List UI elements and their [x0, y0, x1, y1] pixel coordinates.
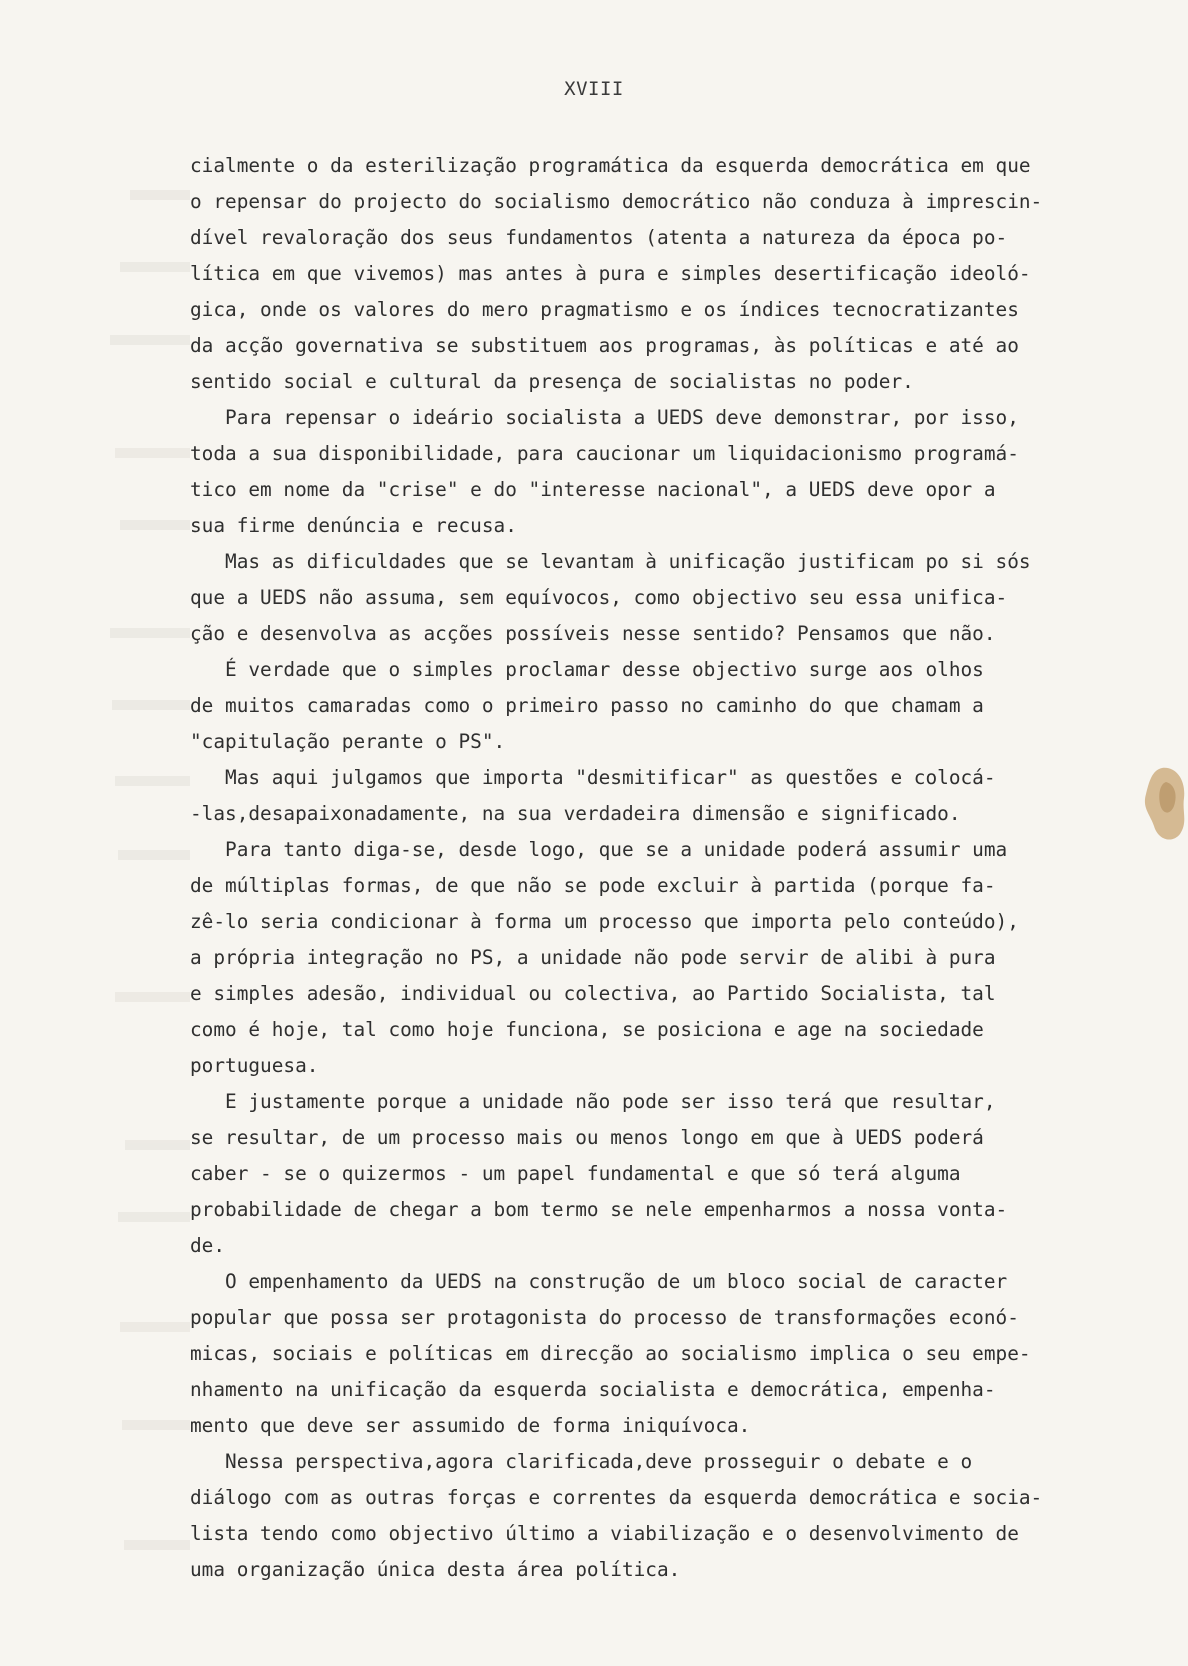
text-line: popular que possa ser protagonista do processo de transformações econó-	[190, 1306, 1019, 1329]
text-line: Para repensar o ideário socialista a UEDS deve demonstrar, por isso,	[190, 406, 1019, 429]
text-line: de muitos camaradas como o primeiro passo no caminho do que chamam a	[190, 694, 984, 717]
text-line: Nessa perspectiva,agora clarificada,deve prosseguir o debate e o	[190, 1450, 973, 1473]
text-line: E justamente porque a unidade não pode ser isso terá que resultar,	[190, 1090, 996, 1113]
paper-stain	[1132, 760, 1188, 850]
text-line: Para tanto diga-se, desde logo, que se a unidade poderá assumir uma	[190, 838, 1008, 861]
text-line: nhamento na unificação da esquerda socialista e democrática, empenha-	[190, 1378, 996, 1401]
text-line: de múltiplas formas, de que não se pode excluir à partida (porque fa-	[190, 874, 996, 897]
text-line: portuguesa.	[190, 1054, 319, 1077]
document-body	[190, 148, 1054, 1588]
text-line: Mas aqui julgamos que importa "desmitificar" as questões e colocá-	[190, 766, 996, 789]
text-line: zê-lo seria condicionar à forma um processo que importa pelo conteúdo),	[190, 910, 1019, 933]
text-line: uma organização única desta área política.	[190, 1558, 681, 1581]
text-line: É verdade que o simples proclamar desse objectivo surge aos olhos	[190, 658, 984, 681]
text-line: da acção governativa se substituem aos programas, às políticas e até ao	[190, 334, 1019, 357]
text-line: mento que deve ser assumido de forma iniquívoca.	[190, 1414, 751, 1437]
text-line: sentido social e cultural da presença de socialistas no poder.	[190, 370, 914, 393]
text-line: tico em nome da "crise" e do "interesse nacional", a UEDS deve opor a	[190, 478, 996, 501]
text-line: lítica em que vivemos) mas antes à pura e simples desertificação ideoló-	[190, 262, 1031, 285]
text-line: caber - se o quizermos - um papel fundamental e que só terá alguma	[190, 1162, 961, 1185]
text-line: toda a sua disponibilidade, para caucionar um liquidacionismo programá-	[190, 442, 1019, 465]
text-line: a própria integração no PS, a unidade não pode servir de alibi à pura	[190, 946, 996, 969]
text-line: ção e desenvolva as acções possíveis nesse sentido? Pensamos que não.	[190, 622, 996, 645]
text-line: de.	[190, 1234, 226, 1257]
text-line: sua firme denúncia e recusa.	[190, 514, 517, 537]
text-line: lista tendo como objectivo último a viabilização e o desenvolvimento de	[190, 1522, 1019, 1545]
text-line: -las,desapaixonadamente, na sua verdadeira dimensão e significado.	[190, 802, 961, 825]
page-number: XVIII	[564, 78, 624, 100]
text-line: micas, sociais e políticas em direcção ao socialismo implica o seu empe-	[190, 1342, 1031, 1365]
text-line: diálogo com as outras forças e correntes da esquerda democrática e socia-	[190, 1486, 1043, 1509]
text-line: como é hoje, tal como hoje funciona, se posiciona e age na sociedade	[190, 1018, 984, 1041]
text-line: Mas as dificuldades que se levantam à unificação justificam po si sós	[190, 550, 1031, 573]
text-line: gica, onde os valores do mero pragmatismo e os índices tecnocratizantes	[190, 298, 1019, 321]
text-line: que a UEDS não assuma, sem equívocos, como objectivo seu essa unifica-	[190, 586, 1008, 609]
text-line: "capitulação perante o PS".	[190, 730, 506, 753]
text-line: e simples adesão, individual ou colectiva, ao Partido Socialista, tal	[190, 982, 996, 1005]
text-line: se resultar, de um processo mais ou menos longo em que à UEDS poderá	[190, 1126, 984, 1149]
text-line: cialmente o da esterilização programática da esquerda democrática em que	[190, 154, 1031, 177]
text-line: probabilidade de chegar a bom termo se nele empenharmos a nossa vonta-	[190, 1198, 1008, 1221]
text-line: O empenhamento da UEDS na construção de um bloco social de caracter	[190, 1270, 1008, 1293]
text-line: o repensar do projecto do socialismo democrático não conduza à imprescin-	[190, 190, 1043, 213]
text-line: dível revaloração dos seus fundamentos (atenta a natureza da época po-	[190, 226, 1008, 249]
